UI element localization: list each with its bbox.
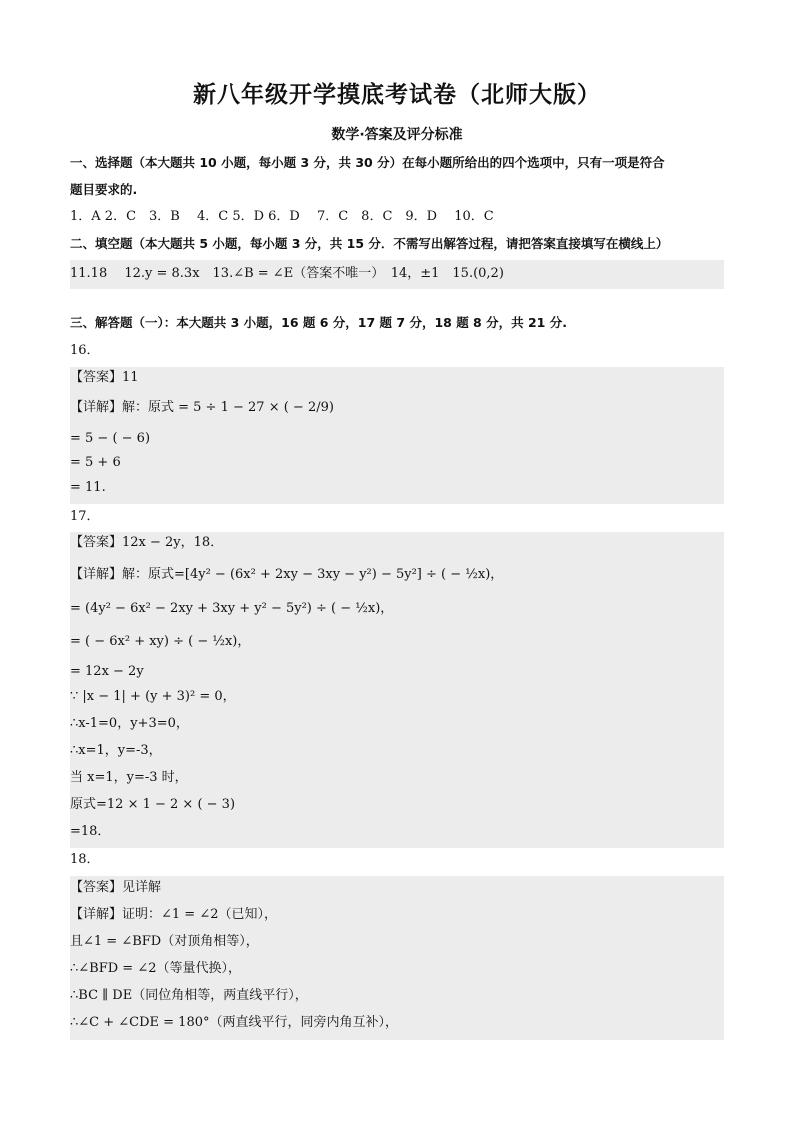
q17-answer: 【答案】12x − 2y，18． xyxy=(70,535,224,550)
section1-answers: 1．A 2．C 3．B 4．C 5．D 6．D 7．C 8．C 9．D 10．C xyxy=(70,209,494,224)
q17-line: 当 x=1，y=-3 时， xyxy=(70,770,188,785)
q18-line: 且∠1 = ∠BFD（对顶角相等）， xyxy=(70,934,259,949)
q18-answer: 【答案】见详解 xyxy=(70,880,162,895)
q17-line: 【详解】解：原式=[4y² − (6x² + 2xy − 3xy − y²) − 5y²] ÷ ( − ½x)， xyxy=(70,567,504,582)
section2-answers: 11.18 12.y = 8.3x 13.∠B = ∠E（答案不唯一） 14，±1 15.(0,2) xyxy=(70,266,504,281)
q17-line: =18． xyxy=(70,824,111,839)
page-subtitle: 数学·答案及评分标准 xyxy=(331,127,463,143)
q18-number: 18． xyxy=(70,852,100,867)
q18-line: ∴BC ∥ DE（同位角相等，两直线平行）， xyxy=(70,988,308,1003)
q17-line: ∴x=1，y=-3， xyxy=(70,743,162,758)
page-title: 新八年级开学摸底考试卷（北师大版） xyxy=(193,82,601,108)
section1-heading-line2: 题目要求的. xyxy=(70,182,138,197)
q17-line: ∴x-1=0，y+3=0， xyxy=(70,716,189,731)
q17-line: = ( − 6x² + xy) ÷ ( − ½x)， xyxy=(70,634,251,649)
section3-heading: 三、解答题（一）：本大题共 3 小题，16 题 6 分，17 题 7 分，18 题 8 分，共 21 分. xyxy=(70,315,567,330)
q17-line: 原式=12 × 1 − 2 × ( − 3) xyxy=(70,797,236,812)
section1-heading-line1: 一、选择题（本大题共 10 小题，每小题 3 分，共 30 分）在每小题所给出的四个选项中，只有一项是符合 xyxy=(70,155,665,170)
q16-number: 16． xyxy=(70,343,100,358)
q16-line: = 11. xyxy=(70,480,106,495)
q16-line: = 5 − ( − 6) xyxy=(70,431,151,446)
q18-line: 【详解】证明：∠1 = ∠2（已知）， xyxy=(70,907,277,922)
q16-line: 【详解】解：原式 = 5 ÷ 1 − 27 × ( − 2/9) xyxy=(70,400,334,415)
q17-line: = 12x − 2y xyxy=(70,664,144,679)
q17-number: 17． xyxy=(70,509,100,524)
section2-heading: 二、填空题（本大题共 5 小题，每小题 3 分，共 15 分．不需写出解答过程，请把答案直接填写在横线上） xyxy=(70,236,669,251)
q16-line: = 5 + 6 xyxy=(70,455,121,470)
q17-line: = (4y² − 6x² − 2xy + 3xy + y² − 5y²) ÷ ( − ½x)， xyxy=(70,601,394,616)
q16-answer: 【答案】11 xyxy=(70,370,139,385)
q18-line: ∴∠C + ∠CDE = 180°（两直线平行，同旁内角互补）， xyxy=(70,1015,398,1030)
q18-line: ∴∠BFD = ∠2（等量代换）， xyxy=(70,961,241,976)
q17-line: ∵ |x − 1| + (y + 3)² = 0， xyxy=(70,689,236,704)
